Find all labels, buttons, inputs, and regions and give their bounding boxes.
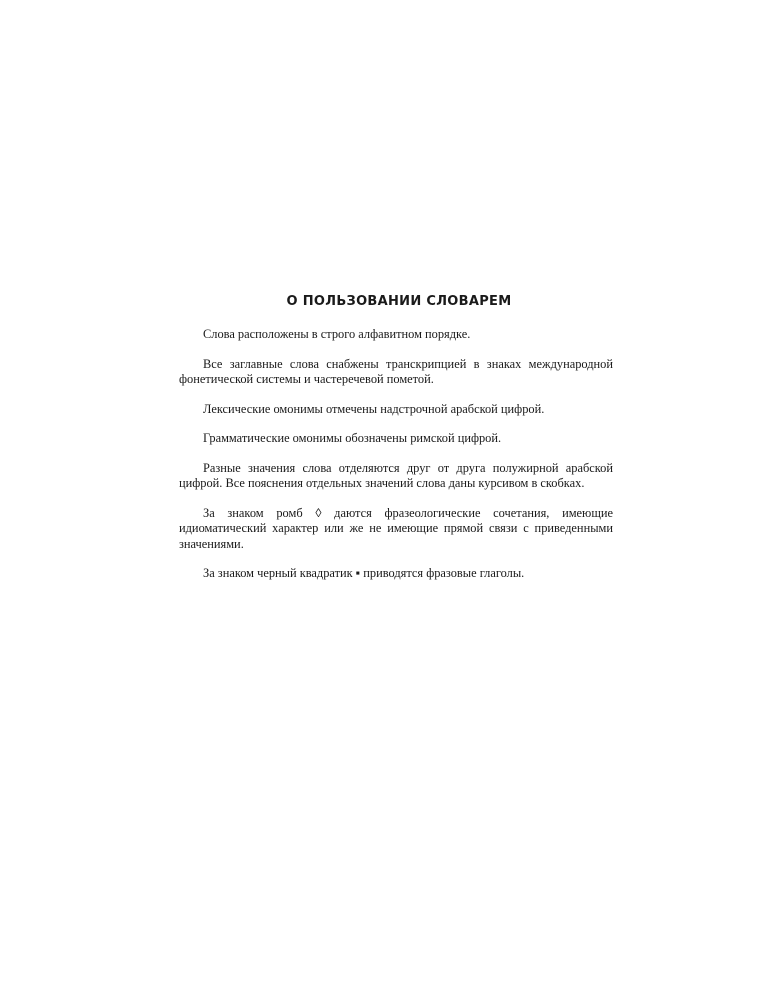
page-title: О ПОЛЬЗОВАНИИ СЛОВАРЕМ [286,294,512,309]
page-content [179,293,613,582]
paragraph-phraseology: За знаком ромб ◊ даются фразеологические сочетания, имеющие идиоматический характер или же не имеющие прямой связи с приведенными значениями. [179,505,613,551]
paragraph-phrasal-verbs: За знаком черный квадратик ▪ приводятся фразовые глаголы. [203,566,525,580]
paragraph-lexical-homonyms: Лексические омонимы отмечены надстрочной арабской цифрой. [203,401,545,416]
paragraph-transcription: Все заглавные слова снабжены транскрипцией в знаках международной фонетической системы и частеречевой пометой. [179,356,613,386]
paragraph-word-meanings: Разные значения слова отделяются друг от друга полужирной арабской цифрой. Все пояснения отдельных значений слова даны курсивом в скобках. [179,460,613,490]
paragraph-alphabetical-order: Слова расположены в строго алфавитном порядке. [203,327,471,341]
paragraph-grammatical-homonyms: Грамматические омонимы обозначены римской цифрой. [203,431,502,445]
